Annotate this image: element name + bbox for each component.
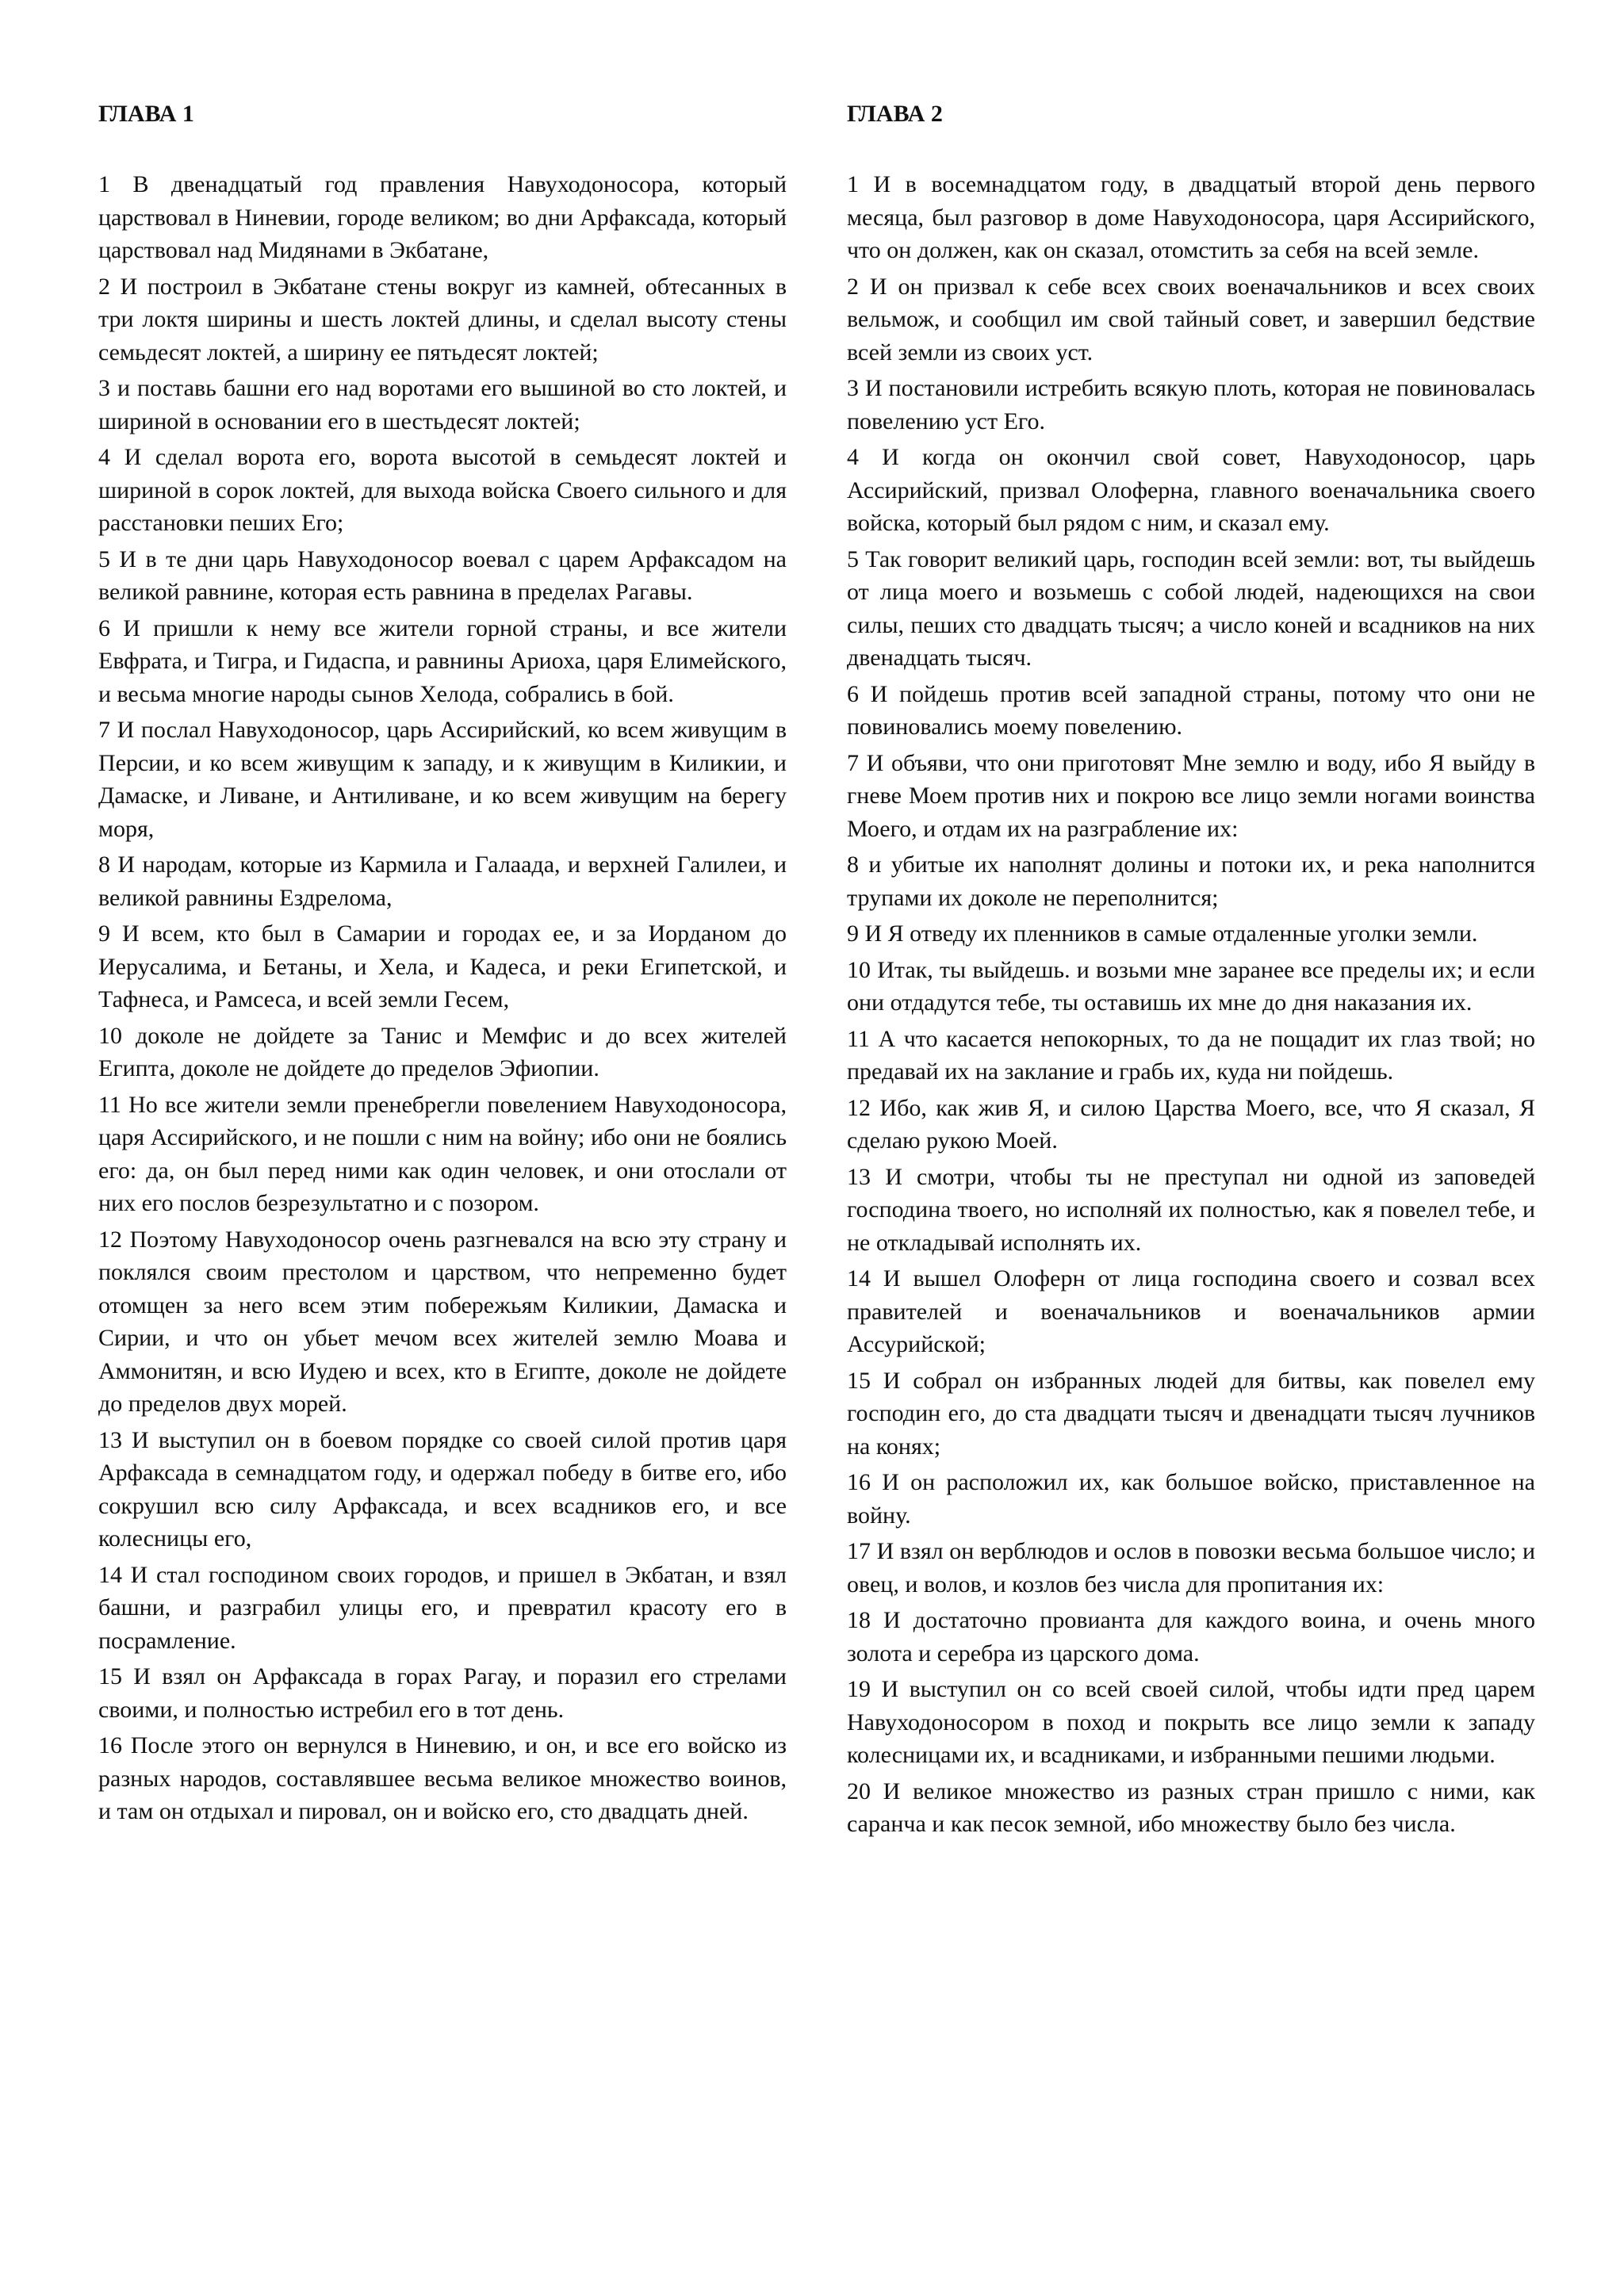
- verse: 5 И в те дни царь Навуходоносор воевал с царем Арфаксадом на великой равнине, которая есть равнина в пределах Рагавы.: [98, 545, 787, 605]
- chapter-1-verses: [98, 168, 787, 1828]
- verse: 11 А что касается непокорных, то да не пощадит их глаз твой; но предавай их на заклание и грабь их, куда ни пойдешь.: [847, 1025, 1535, 1085]
- verse: 10 доколе не дойдете за Танис и Мемфис и до всех жителей Египта, доколе не дойдете до пределов Эфиопии.: [98, 1022, 787, 1081]
- verse: 1 И в восемнадцатом году, в двадцатый второй день первого месяца, был разговор в доме Навуходоносора, царя Ассирийского, что он должен, как он сказал, отомстить за себя на всей земле.: [847, 171, 1535, 263]
- verse: 8 и убитые их наполнят долины и потоки их, и река наполнится трупами их доколе не переполнится;: [847, 851, 1535, 911]
- verse: 2 И построил в Экбатане стены вокруг из камней, обтесанных в три локтя ширины и шесть локтей длины, и сделал высоту стены семьдесят локтей, а ширину ее пятьдесят локтей;: [98, 273, 787, 365]
- verse: 11 Но все жители земли пренебрегли повелением Навуходоносора, царя Ассирийского, и не пошли с ним на войну; ибо они не боялись его: да, он был перед ними как один человек, и они отослали от них его послов безрезультатно и с позором.: [98, 1091, 787, 1216]
- verse: 6 И пришли к нему все жители горной страны, и все жители Евфрата, и Тигра, и Гидаспа, и равнины Ариоха, царя Елимейского, и весьма многие народы сынов Хелода, собрались в бой.: [98, 614, 787, 707]
- verse: 8 И народам, которые из Кармила и Галаада, и верхней Галилеи, и великой равнины Ездрелома,: [98, 851, 787, 911]
- chapter-2-verses: [847, 168, 1535, 1841]
- verse: 4 И сделал ворота его, ворота высотой в семьдесят локтей и шириной в сорок локтей, для выхода войска Своего сильного и для расстановки пеших Его;: [98, 444, 787, 536]
- verse: 14 И вышел Олоферн от лица господина своего и созвал всех правителей и военачальников и военачальников армии Ассурийской;: [847, 1265, 1535, 1357]
- verse: 6 И пойдешь против всей западной страны, потому что они не повиновались моему повелению.: [847, 680, 1535, 740]
- verse: 12 Ибо, как жив Я, и силою Царства Моего, все, что Я сказал, Я сделаю рукою Моей.: [847, 1094, 1535, 1154]
- verse: 16 После этого он вернулся в Ниневию, и он, и все его войско из разных народов, составлявшее весьма великое множество воинов, и там он отдыхал и пировал, он и войско его, сто двадцать дней.: [98, 1732, 787, 1824]
- verse: 19 И выступил он со всей своей силой, чтобы идти пред царем Навуходоносором в поход и покрыть все лицо земли к западу колесницами их, и всадниками, и избранными пешими людьми.: [847, 1676, 1535, 1768]
- verse: 16 И он расположил их, как большое войско, приставленное на войну.: [847, 1469, 1535, 1529]
- verse: 4 И когда он окончил свой совет, Навуходоносор, царь Ассирийский, призвал Олоферна, главного военачальника своего войска, который был рядом с ним, и сказал ему.: [847, 444, 1535, 536]
- chapter-1-column: [98, 98, 787, 1831]
- verse: 9 И Я отведу их пленников в самые отдаленные уголки земли.: [847, 920, 1478, 947]
- verse: 15 И взял он Арфаксада в горах Рагау, и поразил его стрелами своими, и полностью истребил его в тот день.: [98, 1663, 787, 1723]
- chapter-1-title: ГЛАВА 1: [98, 101, 194, 127]
- verse: 13 И выступил он в боевом порядке со своей силой против царя Арфаксада в семнадцатом году, и одержал победу в битве его, ибо сокрушил всю силу Арфаксада, и всех всадников его, и все колесницы его,: [98, 1426, 787, 1552]
- verse: 9 И всем, кто был в Самарии и городах ее, и за Иорданом до Иерусалима, и Бетаны, и Хела, и Кадеса, и реки Египетской, и Тафнеса, и Рамсеса, и всей земли Гесем,: [98, 920, 787, 1012]
- verse: 7 И послал Навуходоносор, царь Ассирийский, ко всем живущим в Персии, и ко всем живущим к западу, и к живущим в Киликии, и Дамаске, и Ливане, и Антиливане, и ко всем живущим на берегу моря,: [98, 717, 787, 842]
- verse: 13 И смотри, чтобы ты не преступал ни одной из заповедей господина твоего, но исполняй их полностью, как я повелел тебе, и не откладывай исполнять их.: [847, 1163, 1535, 1256]
- verse: 15 И собрал он избранных людей для битвы, как повелел ему господин его, до ста двадцати тысяч и двенадцати тысяч лучников на конях;: [847, 1367, 1535, 1460]
- verse: 2 И он призвал к себе всех своих военачальников и всех своих вельмож, и сообщил им свой тайный совет, и завершил бедствие всей земли из своих уст.: [847, 273, 1535, 365]
- verse: 12 Поэтому Навуходоносор очень разгневался на всю эту страну и поклялся своим престолом и царством, что непременно будет отомщен за него всем этим побережьям Киликии, Дамаска и Сирии, и что он убьет мечом всех жителей землю Моава и Аммонитян, и всю Иудею и всех, кто в Египте, доколе не дойдете до пределов двух морей.: [98, 1226, 787, 1417]
- verse: 5 Так говорит великий царь, господин всей земли: вот, ты выйдешь от лица моего и возьмешь с собой людей, надеющихся на свои силы, пеших сто двадцать тысяч; а число коней и всадников на них двенадцать тысяч.: [847, 545, 1535, 671]
- verse: 3 И постановили истребить всякую плоть, которая не повиновалась повелению уст Его.: [847, 375, 1535, 434]
- chapter-2-column: [847, 98, 1535, 1844]
- verse: 20 И великое множество из разных стран пришло с ними, как саранча и как песок земной, ибо множеству было без числа.: [847, 1777, 1535, 1837]
- verse: 18 И достаточно провианта для каждого воина, и очень много золота и серебра из царского дома.: [847, 1607, 1535, 1667]
- verse: 10 Итак, ты выйдешь. и возьми мне заранее все пределы их; и если они отдадутся тебе, ты оставишь их мне до дня наказания их.: [847, 956, 1535, 1016]
- verse: 7 И объяви, что они приготовят Мне землю и воду, ибо Я выйду в гневе Моем против них и покрою все лицо земли ногами воинства Моего, и отдам их на разграбление их:: [847, 749, 1535, 842]
- verse: 17 И взял он верблюдов и ослов в повозки весьма большое число; и овец, и волов, и козлов без числа для пропитания их:: [847, 1538, 1535, 1598]
- verse: 14 И стал господином своих городов, и пришел в Экбатан, и взял башни, и разграбил улицы его, и превратил красоту его в посрамление.: [98, 1561, 787, 1654]
- verse: 1 В двенадцатый год правления Навуходоносора, который царствовал в Ниневии, городе великом; во дни Арфаксада, который царствовал над Мидянами в Экбатане,: [98, 171, 787, 263]
- verse: 3 и поставь башни его над воротами его вышиной во сто локтей, и шириной в основании его в шестьдесят локтей;: [98, 375, 787, 434]
- chapter-2-title: ГЛАВА 2: [847, 101, 943, 127]
